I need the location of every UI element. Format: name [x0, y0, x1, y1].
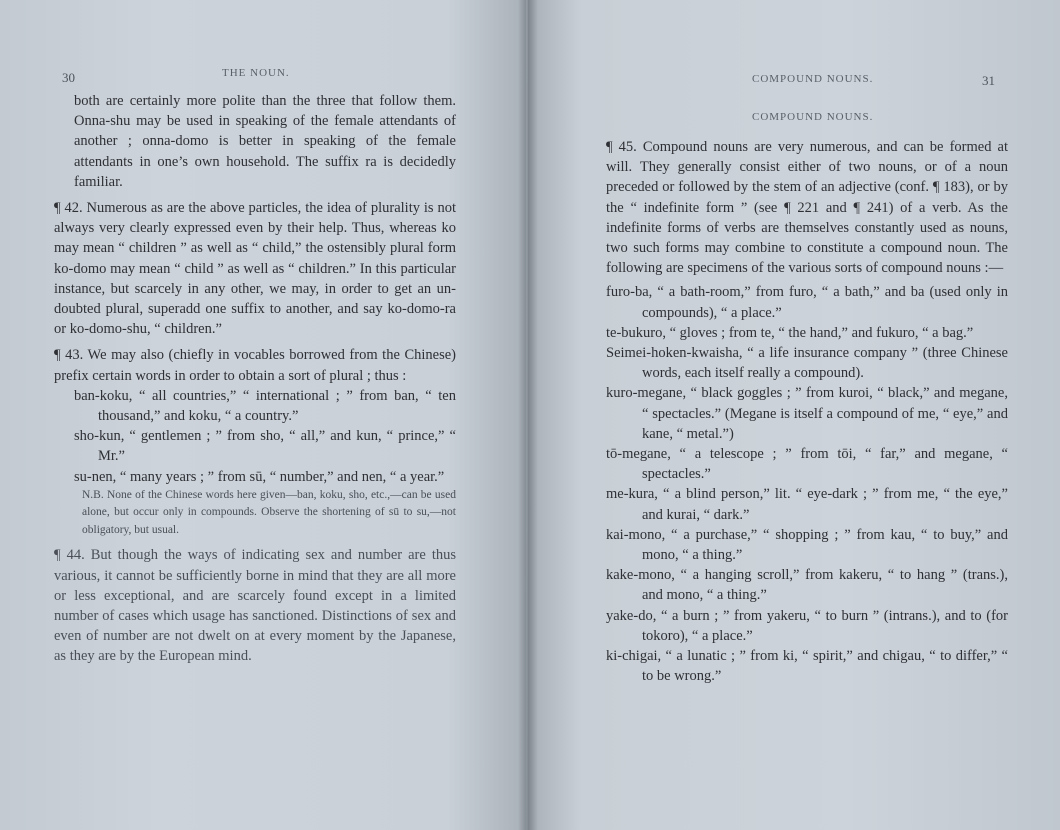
example-entry: sho-kun, “ gentlemen ; ” from sho, “ all,” and kun, “ prince,” “ Mr.”	[74, 428, 456, 465]
example-entry: kake-mono, “ a hanging scroll,” from kakeru, “ to hang ” (trans.), and mono, “ a thing.”	[606, 567, 1008, 604]
page-number: 30	[62, 70, 75, 85]
left-text-block	[54, 91, 456, 667]
left-page	[0, 0, 526, 830]
example-entry: ki-chigai, “ a lunatic ; ” from ki, “ spirit,” and chigau, “ to differ,” “ to be wrong.”	[606, 648, 1008, 685]
paragraph: ¶ 45. Compound nouns are very numerous, and can be formed at will. They generally consist either of two nouns, or of a noun preceded or followed by the stem of an adjective (conf. ¶ 183), or by the “ indefinite form ” (see ¶ 221 and ¶ 241) of a verb. As the indefinite forms of verbs are themselves constantly used as nouns, two such forms may combine to constitute a compound noun. The following are specimens of the various sorts of compound nouns :—	[606, 139, 1008, 277]
book-gutter	[518, 0, 538, 830]
example-entry: ban-koku, “ all countries,” “ international ; ” from ban, “ ten thousand,” and koku, “ a country.”	[74, 387, 456, 425]
example-entry: Seimei-hoken-kwaisha, “ a life insurance company ” (three Chinese words, each itself really a compound).	[606, 345, 1008, 382]
right-text-block	[606, 137, 1008, 686]
section-heading: COMPOUND NOUNS.	[752, 111, 874, 123]
example-entry: me-kura, “ a blind person,” lit. “ eye-dark ; ” from me, “ the eye,” and kurai, “ dark.”	[606, 486, 1008, 523]
example-entry: su-nen, “ many years ; ” from sū, “ number,” and nen, “ a year.”	[74, 468, 445, 485]
paragraph: ¶ 44. But though the ways of indicating sex and number are thus various, it cannot be sufficiently borne in mind that they are all more or less exceptional, and are scarcely found except in a limited number of cases which usage has sanctioned. Distinctions of sex and even of number are not dwelt on at every moment by the Japanese, as they are by the European mind.	[54, 547, 456, 665]
paragraph: both are certainly more polite than the three that follow them. Onna-shu may be used in speaking of the female attendants of another ; onna-domo is better in speaking of the female attendants in one’s own household. The suffix ra is decidedly familiar.	[74, 93, 456, 190]
running-head: COMPOUND NOUNS.	[752, 73, 874, 85]
example-entry: furo-ba, “ a bath-room,” from furo, “ a bath,” and ba (used only in compounds), “ a place.”	[606, 284, 1008, 321]
paragraph: ¶ 42. Numerous as are the above particles, the idea of plurality is not always very clearly expressed even by their help. Thus, whereas ko may mean “ children ” as well as “ child,” the ostensibly plural form ko-domo may mean “ child ” as well as “ children.” In this particular instance, but scarcely in any other, we may, in order to get an un-doubted plural, superadd one suffix to another, and say ko-domo-ra or ko-domo-shu, “ children.”	[54, 200, 456, 338]
example-entry: kuro-megane, “ black goggles ; ” from kuroi, “ black,” and megane, “ spectacles.” (Megane is itself a compound of me, “ eye,” and kane, “ metal.”)	[606, 385, 1008, 442]
example-entry: te-bukuro, “ gloves ; from te, “ the hand,” and fukuro, “ a bag.”	[606, 324, 974, 341]
right-page	[528, 0, 1060, 830]
example-entry: yake-do, “ a burn ; ” from yakeru, “ to burn ” (intrans.), and to (for tokoro), “ a place.”	[606, 607, 1008, 644]
example-entry: tō-megane, “ a telescope ; ” from tōi, “ far,” and megane, “ spectacles.”	[606, 446, 1008, 483]
page-number: 31	[982, 73, 995, 88]
running-head: THE NOUN.	[222, 67, 290, 79]
example-entry: kai-mono, “ a purchase,” “ shopping ; ” from kau, “ to buy,” and mono, “ a thing.”	[606, 526, 1008, 564]
note: N.B. None of the Chinese words here given—ban, koku, sho, etc.,—can be used alone, but occur only in compounds. Observe the shortening of sū to su,—not obligatory, but usual.	[82, 488, 456, 536]
paragraph: ¶ 43. We may also (chiefly in vocables borrowed from the Chinese) prefix certain words in order to obtain a sort of plural ; thus :	[54, 347, 456, 384]
